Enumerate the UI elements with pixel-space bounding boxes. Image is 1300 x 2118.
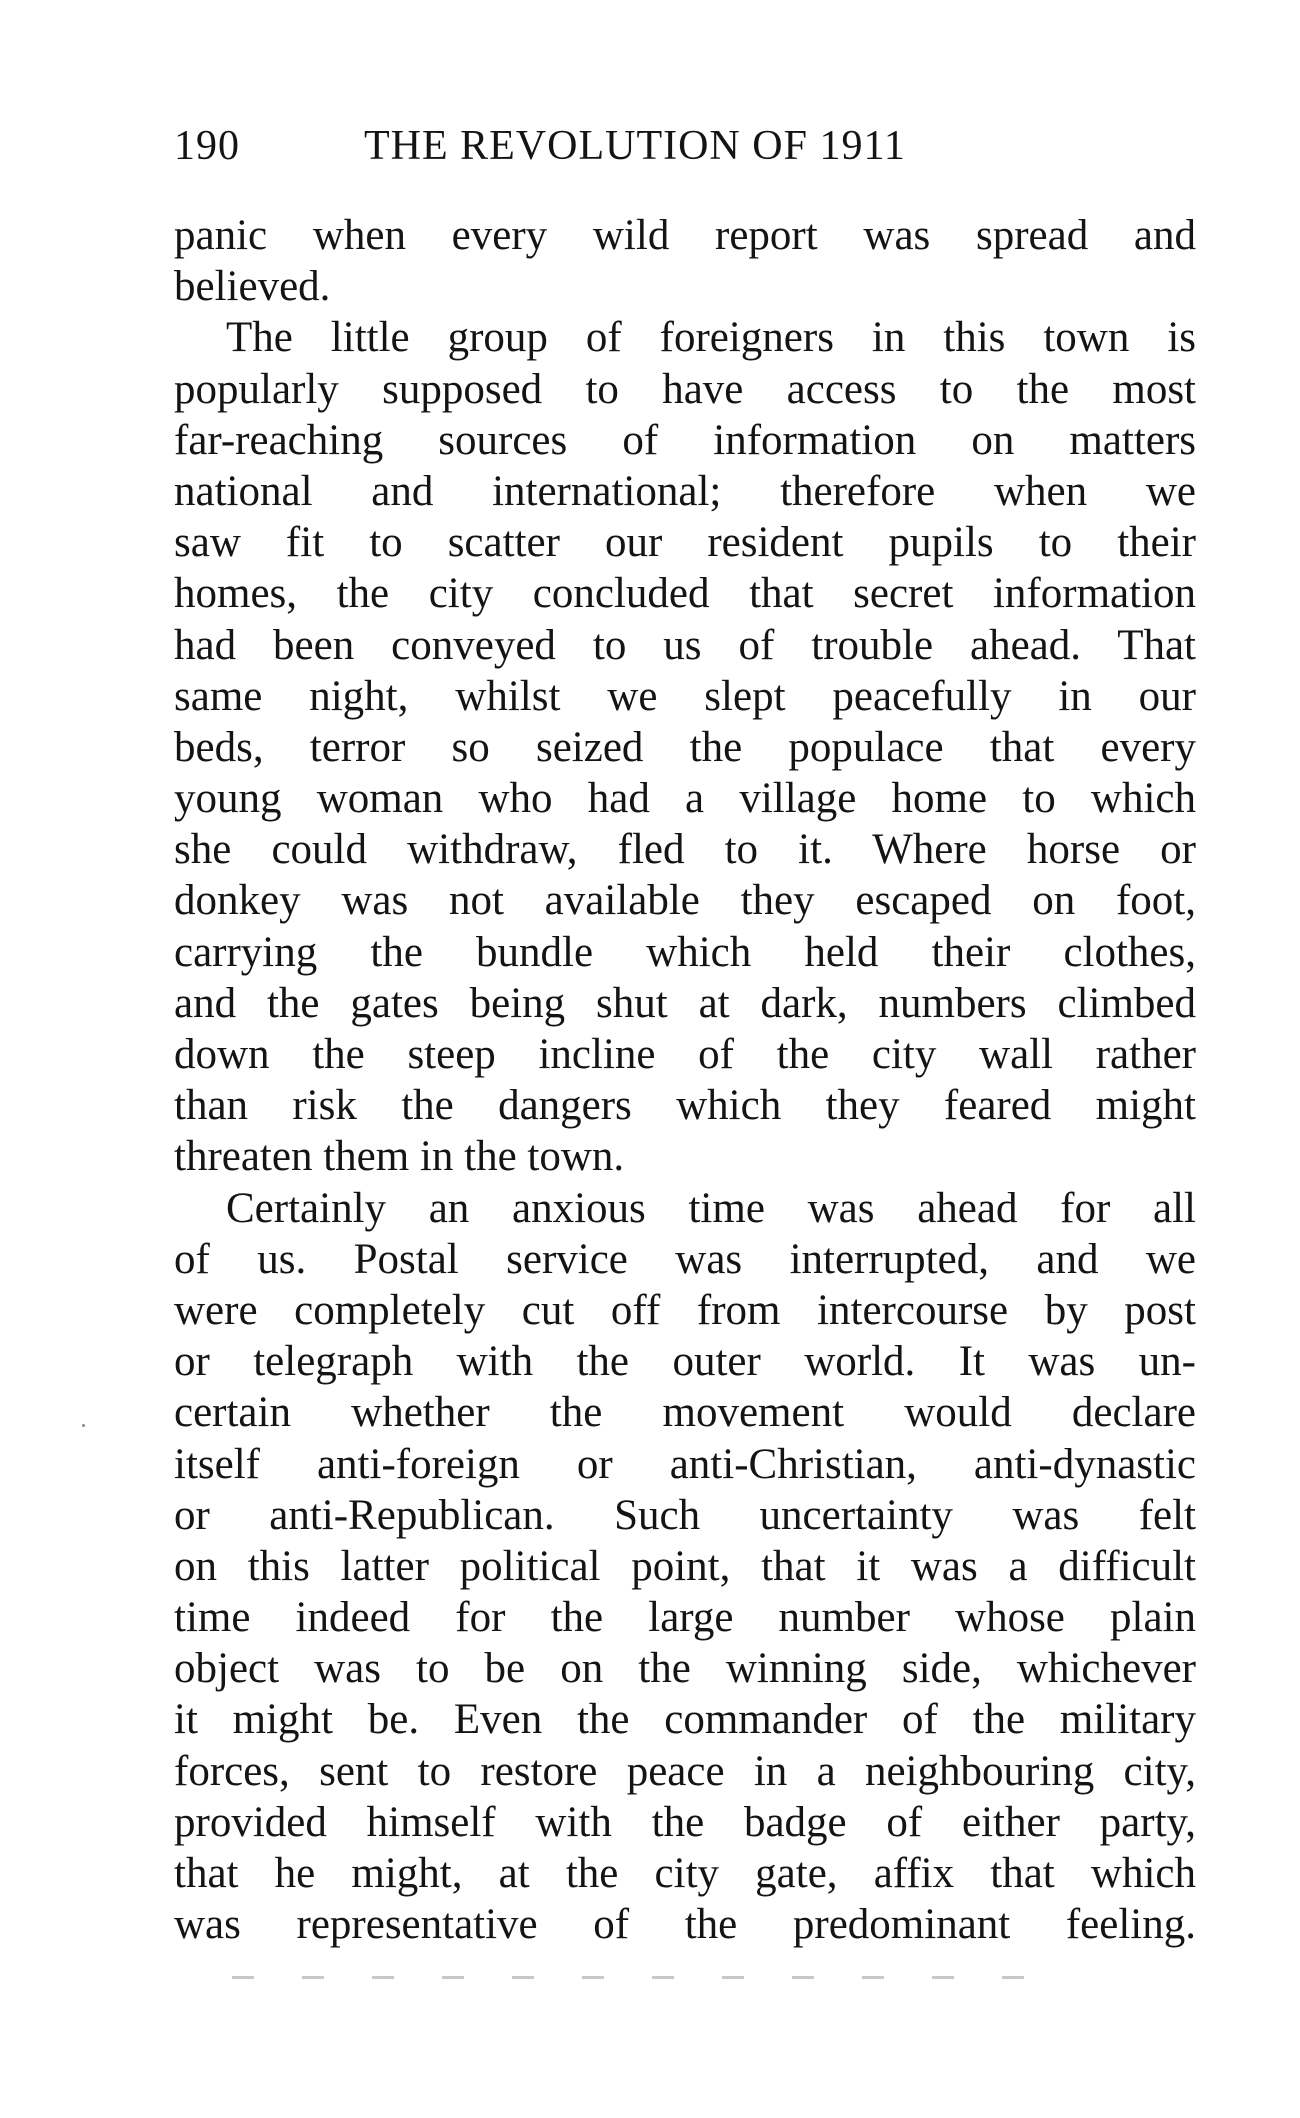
body-text — [174, 210, 1196, 1950]
text-line: was representative of the predominant feeling. — [174, 1901, 1196, 1949]
text-line: than risk the dangers which they feared might — [174, 1082, 1196, 1130]
text-line: on this latter political point, that it was a difficult — [174, 1542, 1196, 1590]
text-line: Certainly an anxious time was ahead for all — [226, 1184, 1196, 1232]
text-line: she could withdraw, fled to it. Where horse or — [174, 826, 1196, 874]
next-line-bleed-through — [232, 1976, 1072, 1979]
text-line: of us. Postal service was interrupted, and we — [174, 1235, 1196, 1283]
text-line: itself anti-foreign or anti-Christian, anti-dynastic — [174, 1440, 1196, 1488]
page-number: 190 — [174, 123, 240, 169]
text-line: threaten them in the town. — [174, 1133, 625, 1181]
text-line: homes, the city concluded that secret information — [174, 570, 1196, 618]
text-line: popularly supposed to have access to the most — [174, 365, 1196, 413]
text-line: or anti-Republican. Such uncertainty was felt — [174, 1491, 1196, 1539]
running-head — [174, 116, 1174, 176]
text-line: down the steep incline of the city wall rather — [174, 1031, 1196, 1078]
scan-speck — [82, 1424, 85, 1427]
text-line: believed. — [174, 263, 331, 311]
text-line: or telegraph with the outer world. It was un- — [174, 1338, 1196, 1386]
text-line: had been conveyed to us of trouble ahead. That — [174, 621, 1196, 669]
text-line: provided himself with the badge of either party, — [174, 1798, 1196, 1846]
text-line: object was to be on the winning side, whichever — [174, 1645, 1196, 1693]
text-line: were completely cut off from intercourse by post — [174, 1286, 1196, 1334]
text-line: same night, whilst we slept peacefully in our — [174, 672, 1196, 720]
text-line: national and international; therefore when we — [174, 467, 1196, 515]
text-line: carrying the bundle which held their clothes, — [174, 928, 1196, 976]
text-line: panic when every wild report was spread and — [174, 212, 1196, 259]
text-line: certain whether the movement would declare — [174, 1389, 1196, 1437]
text-line: donkey was not available they escaped on foot, — [174, 877, 1196, 925]
running-title: THE REVOLUTION OF 1911 — [364, 123, 906, 169]
text-line: and the gates being shut at dark, numbers climbed — [174, 979, 1196, 1027]
text-line: that he might, at the city gate, affix that which — [174, 1850, 1196, 1897]
text-line: forces, sent to restore peace in a neighbouring city, — [174, 1747, 1196, 1795]
paragraph — [174, 210, 1196, 312]
text-line: far-reaching sources of information on matters — [174, 416, 1196, 464]
text-line: beds, terror so seized the populace that every — [174, 723, 1196, 771]
paragraph — [174, 312, 1196, 1182]
text-line: saw fit to scatter our resident pupils to their — [174, 519, 1196, 567]
text-line: young woman who had a village home to which — [174, 775, 1196, 823]
paragraph — [174, 1183, 1196, 1951]
text-line: time indeed for the large number whose plain — [174, 1594, 1196, 1642]
text-line: The little group of foreigners in this town is — [226, 314, 1196, 362]
text-line: it might be. Even the commander of the military — [174, 1696, 1196, 1744]
